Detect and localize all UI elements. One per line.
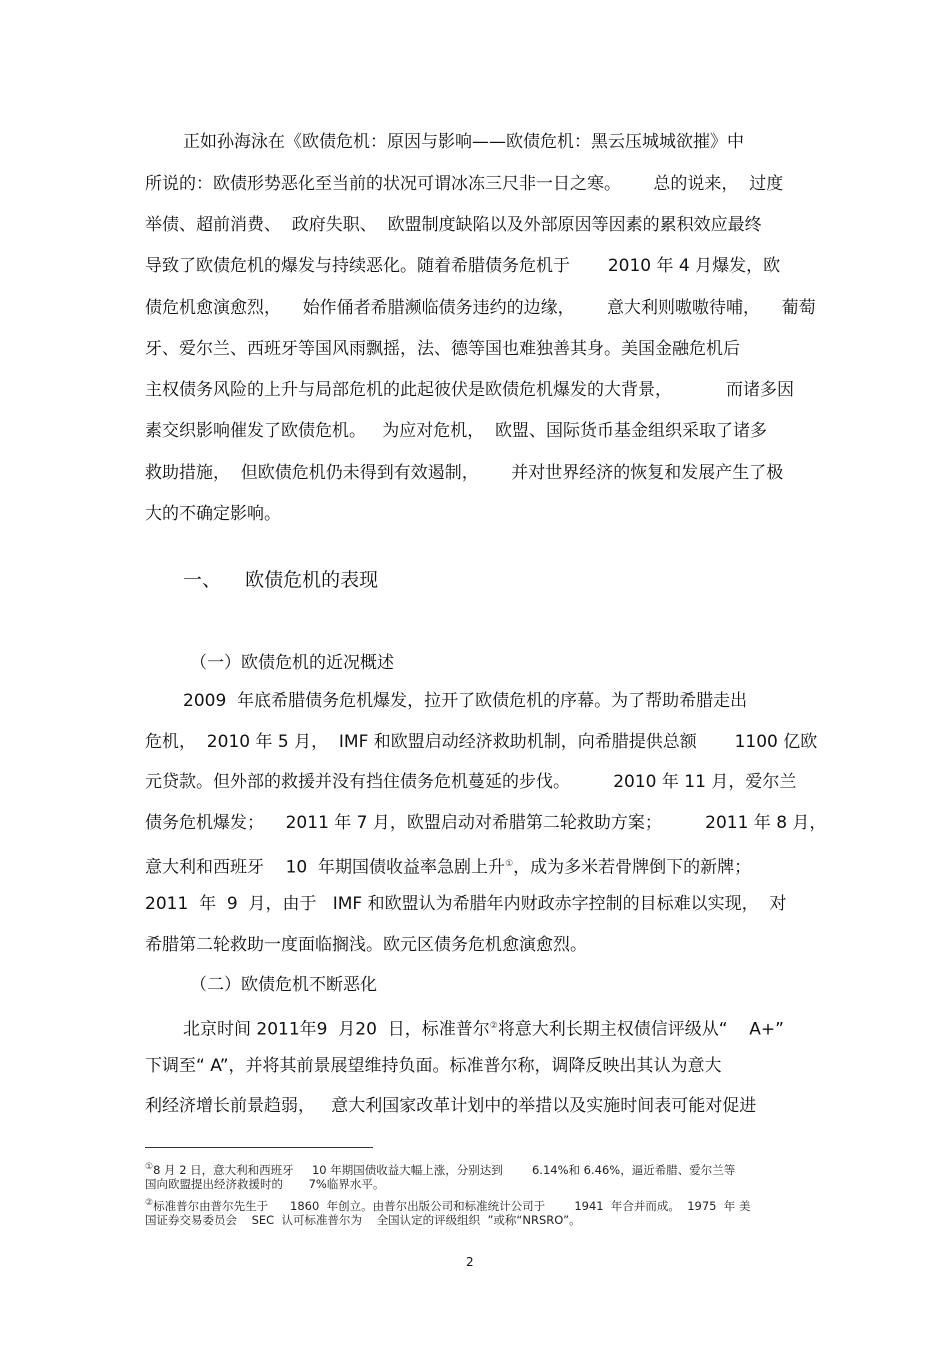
section-heading: 一、 欧债危机的表现 [183, 569, 379, 591]
paragraph3-line1-tail: 将意大利长期主权债信评级从“ A+” [497, 1019, 784, 1040]
footnote-1-mark: ① [145, 1162, 154, 1172]
paragraph1-line10: 大的不确定影响。 [145, 504, 281, 524]
subsection-heading-2: （二）欧债危机不断恶化 [190, 975, 377, 995]
paragraph1-line9: 救助措施， 但欧债危机仍未得到有效遏制， 并对世界经济的恢复和发展产生了极 [145, 463, 784, 483]
paragraph1-line2: 所说的：欧债形势恶化至当前的状况可谓冰冻三尺非一日之寒。 总的说来， 过度 [145, 174, 784, 194]
paragraph2-line6: 2011 年 9 月，由于 IMF 和欧盟认为希腊年内财政赤字控制的目标难以实现， 对 [145, 894, 787, 914]
footnote-1-line2: 国向欧盟提出经济救援时的 7%临界水平。 [145, 1177, 385, 1191]
footnote-ref-1[interactable]: ① [505, 859, 514, 869]
footnote-1-line1 [145, 1160, 735, 1177]
paragraph2-line3: 元贷款。但外部的救援并没有挡住债务危机蔓延的步伐。 2010 年 11 月，爱尔兰 [145, 772, 797, 792]
paragraph3-line1-head: 北京时间 2011年9 月20 日，标准普尔 [183, 1019, 490, 1040]
paragraph2-line2: 危机， 2010 年 5 月， IMF 和欧盟启动经济救助机制，向希腊提供总额 1100 亿欧 [145, 732, 818, 752]
paragraph2-line1: 2009 年底希腊债务危机爆发，拉开了欧债危机的序幕。为了帮助希腊走出 [183, 691, 748, 711]
paragraph1-line1: 正如孙海泳在《欧债危机：原因与影响——欧债危机：黑云压城城欲摧》中 [183, 132, 744, 152]
footnote-2-line2: 国证券交易委员会 SEC 认可标准普尔为 全国认定的评级组织 ”或称“NRSRO”。 [145, 1213, 581, 1227]
footnote-ref-2[interactable]: ② [489, 1021, 498, 1031]
paragraph1-line5: 债危机愈演愈烈， 始作俑者希腊濒临债务违约的边缘， 意大利则嗷嗷待哺， 葡萄 [145, 298, 816, 318]
paragraph1-line4: 导致了欧债危机的爆发与持续恶化。随着希腊债务危机于 2010 年 4 月爆发，欧 [145, 256, 781, 276]
footnote-2-line1 [145, 1196, 750, 1213]
footnote-2-text: 标准普尔由普尔先生于 1860 年创立。由普尔出版公司和标准统计公司于 1941 年合并而成。 1975 年 美 [153, 1198, 751, 1213]
paragraph1-line6: 牙、爱尔兰、西班牙等国风雨飘摇，法、德等国也难独善其身。美国金融危机后 [145, 339, 740, 359]
page-number: 2 [466, 1255, 474, 1269]
paragraph2-line5-tail: ，成为多米若骨牌倒下的新牌； [513, 857, 752, 878]
paragraph2-line5-text: 意大利和西班牙 10 年期国债收益率急剧上升 [145, 857, 506, 878]
paragraph3-line3: 利经济增长前景趋弱， 意大利国家改革计划中的举措以及实施时间表可能对促进 [145, 1096, 757, 1116]
paragraph2-line5 [145, 853, 751, 879]
paragraph1-line7: 主权债务风险的上升与局部危机的此起彼伏是欧债危机爆发的大背景， 而诸多因 [145, 380, 795, 400]
paragraph2-line7: 希腊第二轮救助一度面临搁浅。欧元区债务危机愈演愈烈。 [145, 935, 587, 955]
footnote-1-text: 8 月 2 日，意大利和西班牙 10 年期国债收益大幅上涨，分别达到 6.14%和 6.46%，逼近希腊、爱尔兰等 [153, 1162, 736, 1177]
footnote-2-mark: ② [145, 1198, 154, 1208]
paragraph1-line8: 素交织影响催发了欧债危机。 为应对危机， 欧盟、国际货币基金组织采取了诸多 [145, 421, 768, 441]
paragraph3-line1 [183, 1015, 784, 1041]
subsection-heading-1: （一）欧债危机的近况概述 [190, 653, 394, 673]
paragraph1-line3: 举债、超前消费、 政府失职、 欧盟制度缺陷以及外部原因等因素的累积效应最终 [145, 215, 762, 235]
paragraph3-line2: 下调至“ A”，并将其前景展望维持负面。标准普尔称，调降反映出其认为意大 [145, 1056, 722, 1076]
paragraph2-line4: 债务危机爆发； 2011 年 7 月，欧盟启动对希腊第二轮救助方案； 2011 年 8 月， [145, 813, 827, 833]
footnote-separator [145, 1147, 373, 1148]
